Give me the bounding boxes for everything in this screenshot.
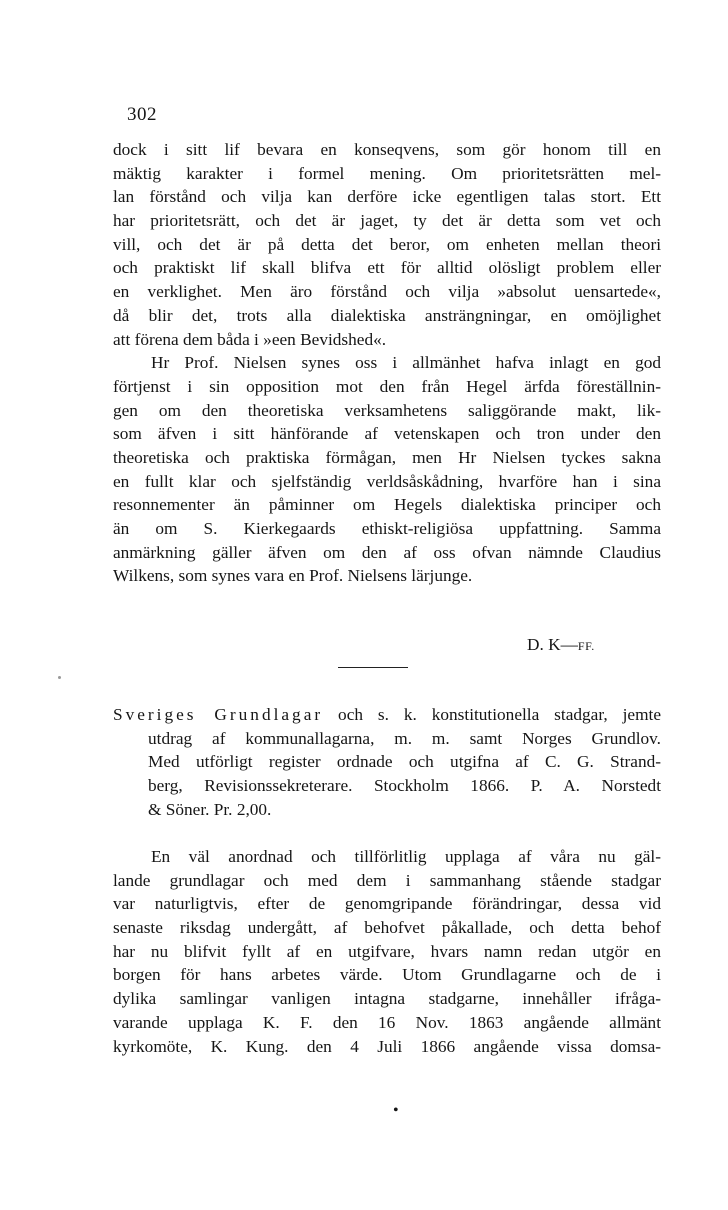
text-line: dylika samlingar vanligen intagna stadgarne, innehåller ifråga- xyxy=(113,989,661,1009)
heading-line: & Söner. Pr. 2,00. xyxy=(148,799,272,819)
text-line: senaste riksdag undergått, af behofvet påkallade, och detta behof xyxy=(113,918,661,938)
text-line: då blir det, trots alla dialektiska ansträngningar, en omöjlighet xyxy=(113,305,661,325)
signature-mark: • xyxy=(393,1102,399,1119)
text-line: lan förstånd och vilja kan derföre icke egentligen talas stort. Ett xyxy=(113,187,661,207)
page-number: 302 xyxy=(127,104,157,125)
text-line: dock i sitt lif bevara en konseqvens, som gör honom till en xyxy=(113,140,661,159)
author-signature xyxy=(527,633,595,659)
text-line: en fullt klar och sjelfständig verldsåskådning, hvarföre han i sina xyxy=(113,471,661,491)
text-line: har nu blifvit fyllt af en utgifvare, hvars namn redan utgör en xyxy=(113,941,661,961)
text-line: Wilkens, som synes vara en Prof. Nielsens lärjunge. xyxy=(113,566,473,586)
signature-name: D. K— xyxy=(527,635,578,654)
review-heading xyxy=(113,703,661,821)
text-line: har prioritetsrätt, och det är jaget, ty det är detta som vet och xyxy=(113,211,661,231)
text-line: mäktig karakter i formel mening. Om prioritetsrätten mel- xyxy=(113,163,661,183)
text-line: förtjenst i sin opposition mot den från Hegel ärfda föreställnin- xyxy=(113,376,661,396)
text-line: en verklighet. Men äro förstånd och vilja »absolut uensartede«, xyxy=(113,282,661,302)
paragraph-start: En väl anordnad och tillförlitlig upplaga af våra nu gäl- xyxy=(151,847,661,866)
text-line: var naturligtvis, efter de genomgripande förändringar, dessa vid xyxy=(113,894,661,914)
text-line: gen om den theoretiska verksamhetens saliggörande makt, lik- xyxy=(113,400,661,420)
text-line: som äfven i sitt hänförande af vetenskapen och tron under den xyxy=(113,424,661,444)
print-speck xyxy=(58,676,61,679)
heading-line: Med utförligt register ordnade och utgifna af C. G. Strand- xyxy=(148,752,661,772)
text-line: och praktiskt lif skall blifva ett för alltid olösligt problem eller xyxy=(113,258,661,278)
heading-line xyxy=(113,703,661,727)
review-continuation xyxy=(113,138,661,588)
text-line: anmärkning gäller äfven om den af oss ofvan nämnde Claudius xyxy=(113,542,661,562)
signature-suffix: FF. xyxy=(577,639,595,653)
text-line: vill, och det är på detta det beror, om enheten mellan theori xyxy=(113,234,661,254)
heading-line: berg, Revisionssekreterare. Stockholm 1866. P. A. Norstedt xyxy=(148,776,661,796)
text-line: kyrkomöte, K. Kung. den 4 Juli 1866 angående vissa domsa- xyxy=(113,1036,661,1056)
text-line: borgen för hans arbetes värde. Utom Grundlagarne och de i xyxy=(113,965,661,985)
heading-title: Sveriges Grundlagar xyxy=(113,705,324,724)
heading-line: utdrag af kommunallagarna, m. m. samt Norges Grundlov. xyxy=(148,728,661,748)
review-body xyxy=(113,845,661,1058)
text-line: theoretiska och praktiska förmågan, men Hr Nielsen tyckes sakna xyxy=(113,447,661,467)
text-line: varande upplaga K. F. den 16 Nov. 1863 angående allmänt xyxy=(113,1012,661,1032)
paragraph-start: Hr Prof. Nielsen synes oss i allmänhet hafva inlagt en god xyxy=(151,353,661,373)
text-line: lande grundlagar och med dem i sammanhang stående stadgar xyxy=(113,870,661,890)
text-line: att förena dem båda i »een Bevidshed«. xyxy=(113,329,387,349)
text-line: än om S. Kierkegaards ethiskt-religiösa uppfattning. Samma xyxy=(113,519,661,538)
heading-rest: och s. k. konstitutionella stadgar, jemte xyxy=(338,705,661,724)
section-divider xyxy=(338,667,408,668)
text-line: resonnementer än påminner om Hegels dialektiska principer och xyxy=(113,495,661,515)
